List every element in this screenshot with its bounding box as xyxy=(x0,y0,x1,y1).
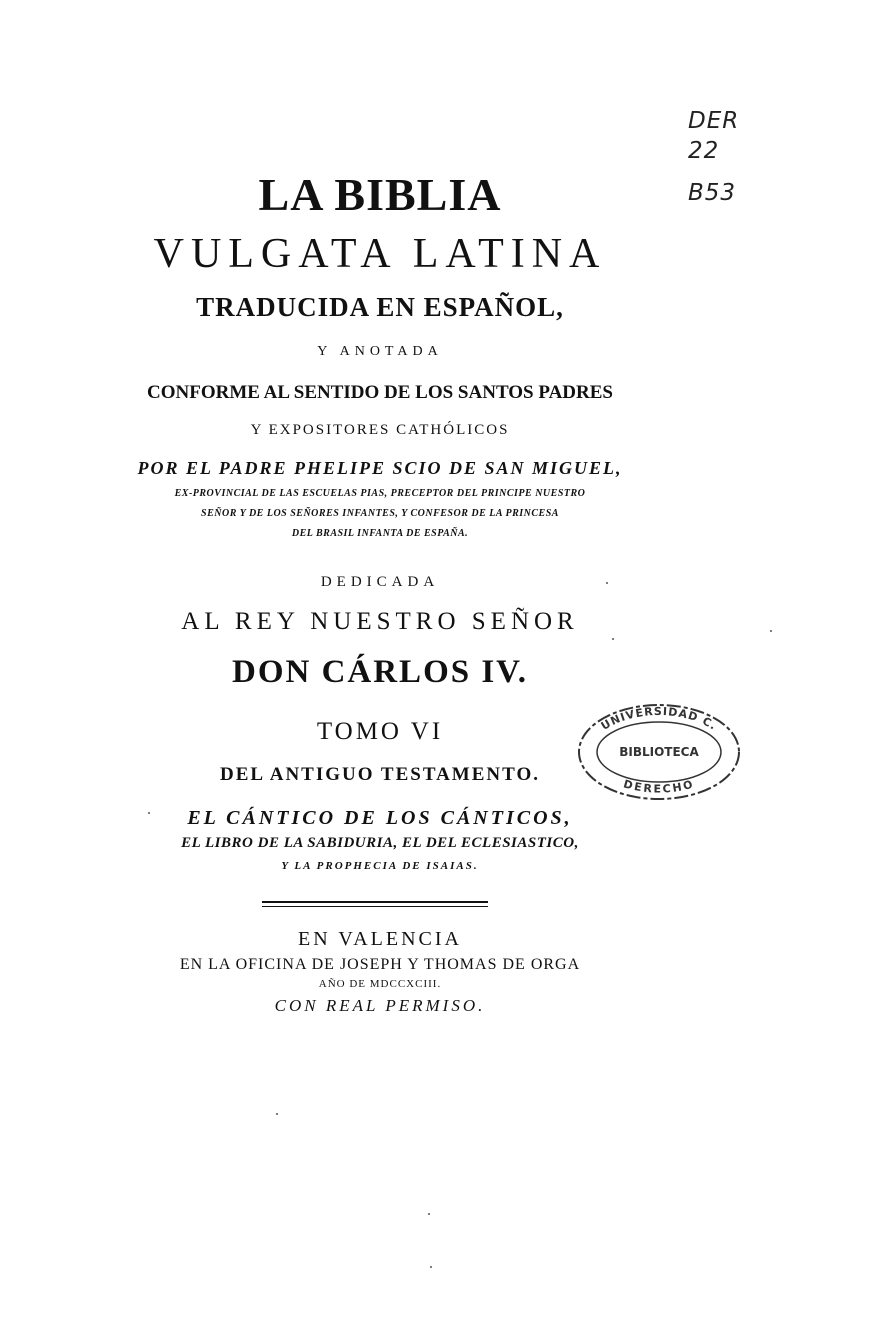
author-description-3: DEL BRASIL INFANTA DE ESPAÑA. xyxy=(291,528,469,539)
contents-line-2: EL LIBRO DE LA SABIDURIA, EL DEL ECLESIASTICO, xyxy=(181,835,579,851)
testament-line: DEL ANTIGUO TESTAMENTO. xyxy=(220,764,540,785)
imprint-permission: CON REAL PERMISO. xyxy=(274,996,486,1015)
paper-speck xyxy=(430,1266,432,1268)
imprint-printer: EN LA OFICINA DE JOSEPH Y THOMAS DE ORGA xyxy=(179,956,581,973)
author-description-2: SEÑOR Y DE LOS SEÑORES INFANTES, Y CONFESOR DE LA PRINCESA xyxy=(201,508,559,519)
svg-text:DERECHO xyxy=(622,777,696,795)
subtitle-conforme: CONFORME AL SENTIDO DE LOS SANTOS PADRES xyxy=(147,382,613,403)
dedication-line-2: AL REY NUESTRO SEÑOR xyxy=(181,608,579,635)
paper-speck xyxy=(612,638,614,640)
library-stamp-icon xyxy=(574,700,744,805)
subtitle-anotada: Y ANOTADA xyxy=(317,344,443,359)
subtitle-expositores: Y EXPOSITORES CATHÓLICOS xyxy=(250,422,510,438)
paper-speck xyxy=(276,1113,278,1115)
svg-text:UNIVERSIDAD C. xyxy=(599,705,720,733)
paper-speck xyxy=(148,812,150,814)
stamp-top-text: UNIVERSIDAD C. xyxy=(598,704,720,733)
contents-line-1: EL CÁNTICO DE LOS CÁNTICOS, xyxy=(187,807,573,829)
stamp-middle-text: BIBLIOTECA xyxy=(619,745,699,759)
divider-rule-thick xyxy=(262,901,488,903)
paper-speck xyxy=(428,1213,430,1215)
stamp-bottom-text: DERECHO xyxy=(621,777,697,796)
title-line-2: VULGATA LATINA xyxy=(153,231,607,277)
dedication-line-3: DON CÁRLOS IV. xyxy=(231,654,529,690)
title-line-3: TRADUCIDA EN ESPAÑOL, xyxy=(196,292,564,322)
imprint-year: AÑO DE MDCCXCIII. xyxy=(318,978,442,990)
volume-number: TOMO VI xyxy=(316,718,444,745)
contents-line-3: Y LA PROPHECIA DE ISAIAS. xyxy=(281,860,479,872)
dedication-line-1: DEDICADA xyxy=(320,574,440,590)
title-line-1: LA BIBLIA xyxy=(258,169,502,220)
shelfmark-line-3: B53 xyxy=(688,180,737,206)
imprint-city: EN VALENCIA xyxy=(298,928,462,950)
author-line: POR EL PADRE PHELIPE SCIO DE SAN MIGUEL, xyxy=(137,458,623,478)
shelfmark-line-1: DER xyxy=(688,108,740,134)
paper-speck xyxy=(770,630,772,632)
divider-rule-thin xyxy=(262,906,488,907)
shelfmark-line-2: 22 xyxy=(688,138,720,164)
author-description-1: EX-PROVINCIAL DE LAS ESCUELAS PIAS, PRECEPTOR DEL PRINCIPE NUESTRO xyxy=(174,488,586,499)
paper-speck xyxy=(606,582,608,584)
